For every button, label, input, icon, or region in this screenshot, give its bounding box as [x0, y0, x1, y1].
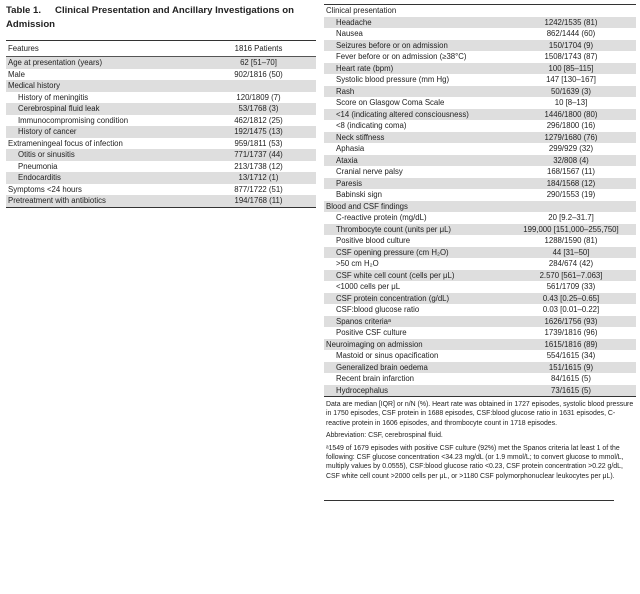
table-row	[324, 293, 636, 305]
table-title: Clinical Presentation and Ancillary Investigations on Admission	[6, 5, 295, 30]
row-value	[506, 5, 636, 17]
findings-table	[324, 4, 636, 397]
end-rule	[324, 500, 614, 501]
row-value: 10 [8–13]	[554, 98, 588, 107]
row-value: 2.570 [561–7.063]	[506, 270, 636, 282]
row-label: Neuroimaging on admission	[324, 339, 506, 351]
table-row	[324, 17, 636, 29]
row-value: 62 [51–70]	[201, 57, 316, 69]
row-label: Pneumonia	[18, 161, 58, 171]
row-label: C-reactive protein (mg/dL)	[336, 213, 427, 222]
row-label: Positive blood culture	[336, 236, 411, 245]
row-value: 1739/1816 (96)	[544, 328, 598, 337]
row-value: 73/1615 (5)	[506, 385, 636, 397]
table-row	[6, 172, 316, 184]
table-row	[6, 80, 316, 92]
row-label: Neck stiffness	[324, 132, 506, 144]
table-row	[324, 166, 636, 178]
row-label: Score on Glasgow Coma Scale	[336, 98, 445, 107]
row-value: 184/1568 (12)	[506, 178, 636, 190]
footnote: Data are median [IQR] or n/N (%). Heart rate was obtained in 1727 episodes, systolic blood pressure in 1750 episodes, CSF protein in 1688 episodes, CSF:blood glucose ratio in 1631 episodes, C-reactive protein in 1606 episodes, and thrombocyte count in 1718 episodes.	[326, 401, 634, 427]
table-row	[324, 350, 636, 362]
table-row	[6, 92, 316, 104]
table-row	[324, 97, 636, 109]
row-label: Thrombocyte count (units per μL)	[324, 224, 506, 236]
row-value: 1288/1590 (81)	[544, 236, 598, 245]
row-value: 0.03 [0.01–0.22]	[542, 305, 600, 314]
row-value: 13/1712 (1)	[201, 172, 316, 184]
table-row	[324, 201, 636, 213]
row-value	[201, 80, 316, 92]
table-row	[324, 362, 636, 374]
row-value: 84/1615 (5)	[551, 374, 591, 383]
table-row	[324, 40, 636, 52]
row-label: Spanos criteriaᵃ	[324, 316, 506, 328]
header-features: Features	[6, 41, 201, 57]
table-row	[324, 5, 636, 17]
row-value: 771/1737 (44)	[201, 149, 316, 161]
table-row	[324, 258, 636, 270]
row-value: 462/1812 (25)	[234, 115, 283, 125]
table-row	[324, 74, 636, 86]
row-value: 1279/1680 (76)	[506, 132, 636, 144]
row-value: 299/929 (32)	[548, 144, 594, 153]
row-label: Extrameningeal focus of infection	[8, 138, 123, 148]
row-value: 1242/1535 (81)	[506, 17, 636, 29]
table-caption	[6, 4, 316, 32]
table-row	[324, 51, 636, 63]
table-row	[324, 109, 636, 121]
row-label: Endocarditis	[6, 172, 201, 184]
row-label: Babinski sign	[336, 190, 382, 199]
row-value: 147 [130–167]	[546, 75, 596, 84]
right-column	[324, 4, 636, 501]
row-value: 168/1567 (11)	[547, 167, 595, 176]
row-label: CSF opening pressure (cm H₂O)	[324, 247, 506, 259]
row-value: 0.43 [0.25–0.65]	[506, 293, 636, 305]
row-value: 100 [85–115]	[506, 63, 636, 75]
row-value	[506, 201, 636, 213]
row-label: <1000 cells per μL	[336, 282, 401, 291]
row-label: History of meningitis	[18, 92, 89, 102]
row-label: Positive CSF culture	[336, 328, 407, 337]
footnote: Abbreviation: CSF, cerebrospinal fluid.	[326, 432, 443, 440]
table-footnotes	[324, 400, 636, 481]
table-row	[324, 235, 636, 247]
row-label: Male	[8, 69, 25, 79]
row-value: 1446/1800 (80)	[506, 109, 636, 121]
row-value: 561/1709 (33)	[546, 282, 596, 291]
row-label: Nausea	[336, 29, 363, 38]
row-label: <14 (indicating altered consciousness)	[324, 109, 506, 121]
row-label: <8 (indicating coma)	[336, 121, 407, 130]
row-label: Headache	[324, 17, 506, 29]
table-row	[324, 120, 636, 132]
row-value: 151/1615 (9)	[506, 362, 636, 374]
row-value: 1626/1756 (93)	[506, 316, 636, 328]
row-label: Heart rate (bpm)	[324, 63, 506, 75]
row-value: 213/1738 (12)	[234, 161, 283, 171]
table-row	[6, 138, 316, 150]
row-label: Hydrocephalus	[324, 385, 506, 397]
row-label: Mastoid or sinus opacification	[336, 351, 439, 360]
table-row	[324, 143, 636, 155]
table-row	[324, 155, 636, 167]
table-row	[324, 224, 636, 236]
row-label: Cranial nerve palsy	[336, 167, 403, 176]
table-header-row	[6, 41, 316, 57]
row-label: Blood and CSF findings	[324, 201, 506, 213]
row-label: History of cancer	[6, 126, 201, 138]
table-row	[6, 126, 316, 138]
row-label: >50 cm H₂O	[336, 259, 379, 268]
row-label: CSF protein concentration (g/dL)	[324, 293, 506, 305]
row-label: Aphasia	[336, 144, 365, 153]
table-label: Table 1.	[6, 5, 42, 16]
table-row	[324, 212, 636, 224]
row-value: 50/1639 (3)	[506, 86, 636, 98]
row-value: 877/1722 (51)	[234, 184, 283, 194]
row-value: 53/1768 (3)	[201, 103, 316, 115]
left-column	[6, 4, 316, 208]
row-value: 862/1444 (60)	[546, 29, 596, 38]
table-row	[324, 281, 636, 293]
table-row	[6, 161, 316, 173]
table-row	[6, 195, 316, 207]
table-row	[324, 247, 636, 259]
row-value: 902/1816 (50)	[234, 69, 283, 79]
features-table	[6, 40, 316, 208]
row-value: 120/1809 (7)	[236, 92, 281, 102]
row-value: 199,000 [151,000–255,750]	[506, 224, 636, 236]
row-label: Age at presentation (years)	[6, 57, 201, 69]
table-row	[324, 316, 636, 328]
row-label: CSF white cell count (cells per μL)	[324, 270, 506, 282]
row-value: 44 [31–50]	[506, 247, 636, 259]
table-row	[324, 63, 636, 75]
row-label: Ataxia	[324, 155, 506, 167]
row-label: Seizures before or on admission	[324, 40, 506, 52]
row-label: Medical history	[6, 80, 201, 92]
table-row	[324, 132, 636, 144]
row-label: Rash	[324, 86, 506, 98]
table-row	[324, 373, 636, 385]
row-label: Systolic blood pressure (mm Hg)	[336, 75, 450, 84]
row-value: 20 [9.2–31.7]	[548, 213, 594, 222]
row-label: Clinical presentation	[324, 5, 506, 17]
row-value: 284/674 (42)	[548, 259, 594, 268]
table-row	[6, 69, 316, 81]
row-value: 1615/1816 (89)	[506, 339, 636, 351]
row-label: Immunocompromising condition	[18, 115, 129, 125]
row-value: 150/1704 (9)	[506, 40, 636, 52]
table-row	[324, 327, 636, 339]
row-label: CSF:blood glucose ratio	[336, 305, 420, 314]
table-row	[324, 339, 636, 351]
table-row	[324, 28, 636, 40]
row-label: Otitis or sinusitis	[6, 149, 201, 161]
row-value: 296/1800 (16)	[546, 121, 596, 130]
table-row	[6, 57, 316, 69]
table-row	[324, 385, 636, 397]
table-row	[324, 189, 636, 201]
row-label: Symptoms <24 hours	[8, 184, 82, 194]
row-value: 290/1553 (19)	[546, 190, 596, 199]
table-row	[324, 178, 636, 190]
table-row	[324, 270, 636, 282]
row-label: Recent brain infarction	[336, 374, 415, 383]
table-row	[6, 149, 316, 161]
row-label: Pretreatment with antibiotics	[6, 195, 201, 207]
row-label: Cerebrospinal fluid leak	[6, 103, 201, 115]
table-row	[6, 115, 316, 127]
row-value: 959/1811 (53)	[234, 138, 283, 148]
table-row	[324, 304, 636, 316]
footnote: ᵃ1549 of 1679 episodes with positive CSF culture (92%) met the Spanos criteria lat least 1 of the following: CSF glucose concentration <34.23 mg/dL (or 1.9 mmol/L; to convert glucose to mmol/L, multiply values by 0.0555), CSF:blood glucose ratio <0.23, CSF protein concentration >0.22 g/dL, CSF white cell count >2000 cells per μL, or >1180 CSF polymorphonuclear leukocytes per μL).	[326, 444, 624, 480]
table-row	[6, 184, 316, 196]
row-label: Paresis	[324, 178, 506, 190]
table-row	[6, 103, 316, 115]
header-patients: 1816 Patients	[201, 41, 316, 57]
row-value: 554/1615 (34)	[546, 351, 596, 360]
row-value: 192/1475 (13)	[201, 126, 316, 138]
row-value: 32/808 (4)	[506, 155, 636, 167]
row-label: Generalized brain oedema	[324, 362, 506, 374]
row-value: 1508/1743 (87)	[544, 52, 598, 61]
row-value: 194/1768 (11)	[201, 195, 316, 207]
table-row	[324, 86, 636, 98]
row-label: Fever before or on admission (≥38°C)	[336, 52, 467, 61]
